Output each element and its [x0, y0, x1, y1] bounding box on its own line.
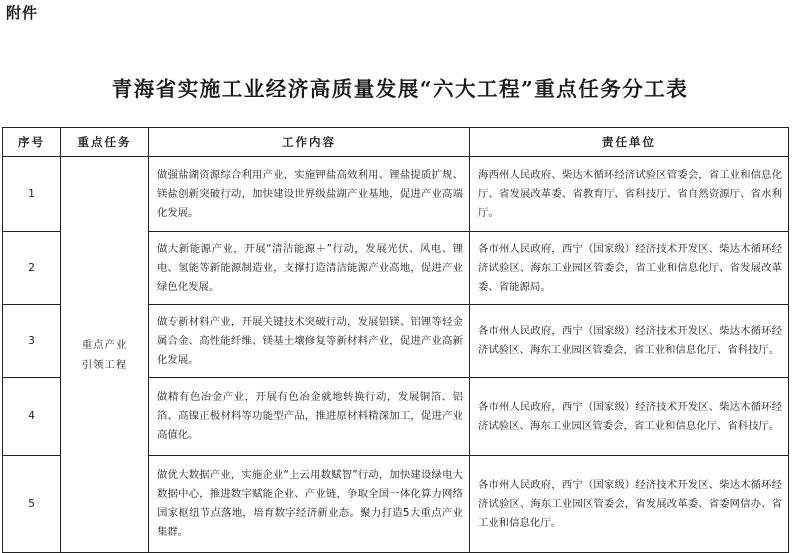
attachment-label: 附件 — [6, 4, 39, 22]
row-number: 5 — [3, 456, 61, 553]
row-number: 4 — [3, 378, 61, 456]
column-header-number: 序号 — [3, 128, 61, 157]
row-number: 2 — [3, 232, 61, 305]
work-content: 做大新能源产业，开展“清洁能源＋”行动，发展光伏、风电、锂电、氢能等新能源制造业，支撑打造清洁能源产业高地，促进产业绿色化发展。 — [149, 232, 470, 305]
table-header-row — [3, 128, 789, 157]
responsible-unit: 各市州人民政府，西宁（国家级）经济技术开发区、柴达木循环经济试验区、海东工业园区管委会，省工业和信息化厅、省科技厅。 — [470, 305, 789, 378]
responsible-unit: 各市州人民政府，西宁（国家级）经济技术开发区、柴达木循环经济试验区、海东工业园区管委会，省工业和信息化厅、省科技厅。 — [470, 378, 789, 456]
row-number: 3 — [3, 305, 61, 378]
column-header-content: 工作内容 — [149, 128, 470, 157]
work-content: 做专新材料产业，开展关键技术突破行动，发展铝镁、铝锂等轻金属合金、高性能纤维、镁基土壤修复等新材料产业，促进产业高新化发展。 — [149, 305, 470, 378]
responsible-unit: 海西州人民政府、柴达木循环经济试验区管委会，省工业和信息化厅、省发展改革委、省教育厅、省科技厅、省自然资源厅、省水利厅。 — [470, 157, 789, 232]
work-content: 做精有色冶金产业，开展有色冶金就地转换行动，发展铜箔、铝箔、高镍正极材料等功能型产品，推进原材料精深加工，促进产业高值化。 — [149, 378, 470, 456]
task-table — [2, 127, 789, 553]
column-header-unit: 责任单位 — [470, 128, 789, 157]
column-header-task: 重点任务 — [61, 128, 149, 157]
work-content: 做强盐湖资源综合利用产业，实施钾盐高效利用、锂盐提质扩规、镁盐创新突破行动，加快建设世界级盐湖产业基地，促进产业高端化发展。 — [149, 157, 470, 232]
table-row — [3, 157, 789, 232]
responsible-unit: 各市州人民政府，西宁（国家级）经济技术开发区、柴达木循环经济试验区、海东工业园区管委会，省工业和信息化厅、省发展改革委、省能源局。 — [470, 232, 789, 305]
key-task-cell — [61, 157, 149, 553]
work-content: 做优大数据产业，实施企业“上云用数赋智”行动，加快建设绿电大数据中心，推进数字赋能企业、产业链，争取全国一体化算力网络国家枢纽节点落地，培育数字经济新业态。聚力打造5大重点产业集群。 — [149, 456, 470, 553]
row-number: 1 — [3, 157, 61, 232]
key-task-line2: 引领工程 — [81, 358, 128, 371]
page-title: 青海省实施工业经济高质量发展“六大工程”重点任务分工表 — [111, 77, 689, 101]
key-task-line1: 重点产业 — [81, 338, 128, 351]
responsible-unit: 各市州人民政府，西宁（国家级）经济技术开发区、柴达木循环经济试验区、海东工业园区管委会，省发展改革委、省委网信办、省工业和信息化厅。 — [470, 456, 789, 553]
